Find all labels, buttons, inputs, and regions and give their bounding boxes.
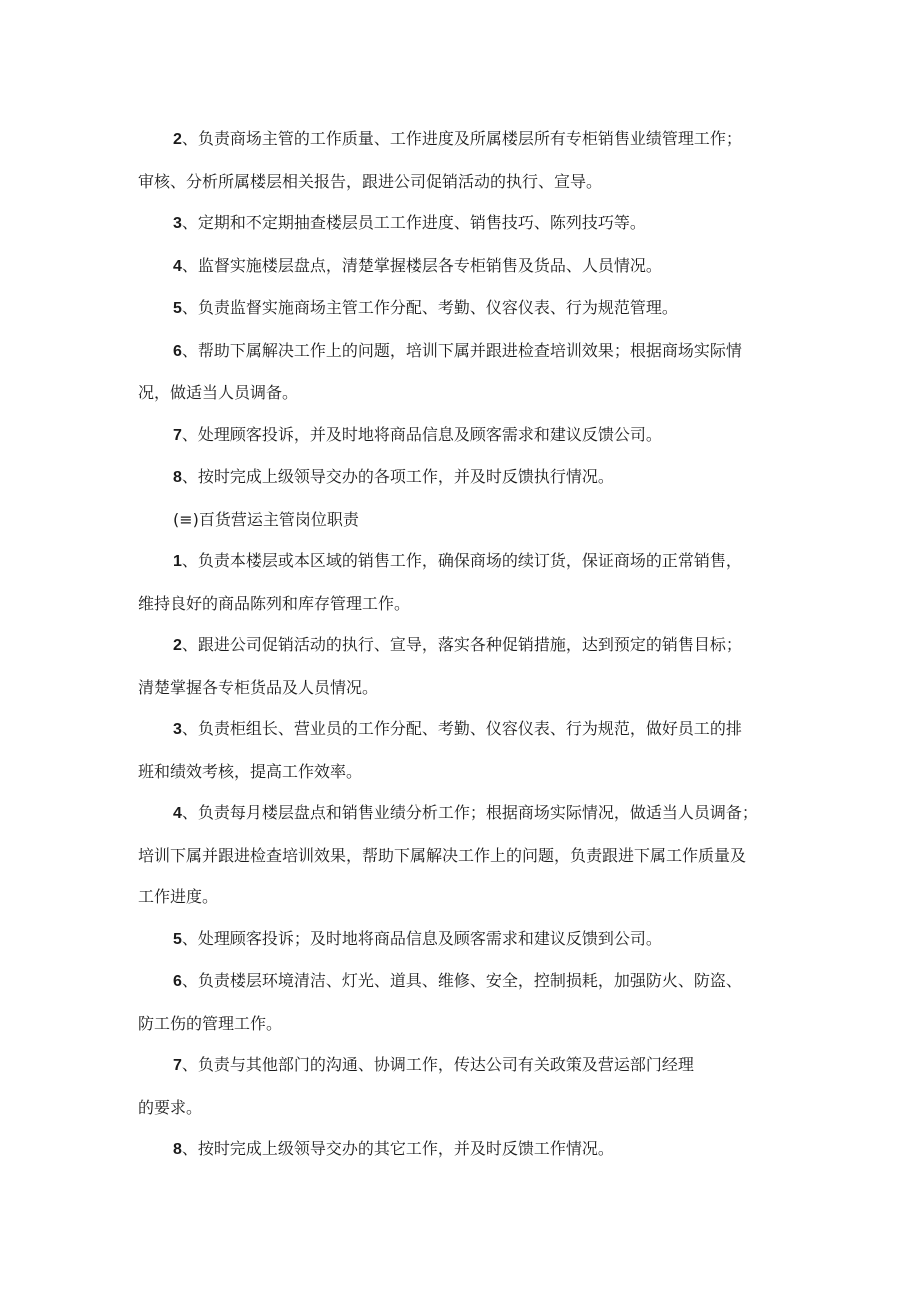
item-number: 2: [173, 131, 182, 148]
item-number: 3: [173, 215, 182, 232]
duty-paragraph-3: [138, 202, 798, 245]
supervisor-duty-1: [138, 540, 798, 624]
duty-paragraph-7: [138, 414, 798, 457]
supervisor-duty-6: [138, 960, 798, 1044]
document-body: [138, 118, 798, 1171]
item-number: 7: [173, 426, 182, 444]
item-number: 7: [173, 1057, 182, 1074]
paragraph-text: 、按时完成上级领导交办的各项工作，并及时反馈执行情况。: [181, 467, 614, 486]
paragraph-text: 、负责每月楼层盘点和销售业绩分析工作；根据商场实际情况，做适当人员调备；: [181, 803, 758, 822]
paragraph-text: 、帮助下属解决工作上的问题，培训下属并跟进检查培训效果；根据商场实际情: [181, 340, 742, 360]
item-number: 2: [173, 637, 182, 654]
duty-paragraph-6: [138, 330, 798, 414]
item-number: 1: [173, 553, 182, 570]
item-number: 3: [173, 721, 182, 738]
paragraph-text-continued: 培训下属并跟进检查培训效果，帮助下属解决工作上的问题，负责跟进下属工作质量及: [138, 845, 747, 865]
paragraph-text: 、负责监督实施商场主管工作分配、考勤、仪容仪表、行为规范管理。: [181, 298, 678, 317]
supervisor-duty-2: [138, 624, 798, 708]
item-number: 4: [173, 257, 182, 275]
paragraph-text-continued: 维持良好的商品陈列和库存管理工作。: [138, 593, 411, 613]
paragraph-text: 、监督实施楼层盘点，清楚掌握楼层各专柜销售及货品、人员情况。: [181, 255, 662, 275]
supervisor-duty-5: [138, 918, 798, 961]
paragraph-text-continued: 工作进度。: [138, 887, 219, 906]
paragraph-text-continued: 况，做适当人员调备。: [138, 383, 299, 402]
supervisor-duty-4: [138, 792, 798, 918]
supervisor-duty-8: [138, 1128, 798, 1171]
paragraph-text-continued: 清楚掌握各专柜货品及人员情况。: [138, 677, 379, 697]
paragraph-text-continued: 的要求。: [138, 1097, 203, 1117]
paragraph-text: 、处理顾客投诉；及时地将商品信息及顾客需求和建议反馈到公司。: [181, 928, 662, 948]
paragraph-text: 、定期和不定期抽查楼层员工工作进度、销售技巧、陈列技巧等。: [181, 213, 646, 232]
paragraph-text: 、负责楼层环境清洁、灯光、道具、维修、安全，控制损耗，加强防火、防盗、: [181, 971, 742, 990]
paragraph-text: 、负责本楼层或本区域的销售工作，确保商场的续订货，保证商场的正常销售，: [181, 551, 742, 570]
paragraph-text: 、处理顾客投诉，并及时地将商品信息及顾客需求和建议反馈公司。: [181, 424, 662, 444]
item-number: 4: [173, 805, 182, 822]
supervisor-duty-3: [138, 708, 798, 792]
paragraph-text: 、负责柜组长、营业员的工作分配、考勤、仪容仪表、行为规范，做好员工的排: [181, 719, 742, 738]
section-heading: (≡)百货营运主管岗位职责: [173, 509, 359, 529]
paragraph-text-continued: 班和绩效考核，提高工作效率。: [138, 761, 363, 781]
duty-paragraph-2: [138, 118, 798, 202]
paragraph-text: 、负责商场主管的工作质量、工作进度及所属楼层所有专柜销售业绩管理工作；: [181, 129, 742, 148]
duty-paragraph-4: [138, 245, 798, 288]
paragraph-text-continued: 防工伤的管理工作。: [138, 1013, 283, 1033]
item-number: 5: [173, 930, 182, 948]
item-number: 5: [173, 300, 182, 317]
paragraph-text: 、按时完成上级领导交办的其它工作，并及时反馈工作情况。: [181, 1139, 614, 1158]
supervisor-duty-7: [138, 1044, 798, 1128]
item-number: 8: [173, 469, 182, 486]
paragraph-text-continued: 审核、分析所属楼层相关报告，跟进公司促销活动的执行、宣导。: [138, 171, 603, 191]
paragraph-text: 、跟进公司促销活动的执行、宣导，落实各种促销措施，达到预定的销售目标；: [181, 635, 742, 654]
item-number: 6: [173, 342, 182, 360]
item-number: 6: [173, 973, 182, 990]
duty-paragraph-5: [138, 287, 798, 330]
duty-paragraph-8: [138, 456, 798, 499]
paragraph-text: 、负责与其他部门的沟通、协调工作，传达公司有关政策及营运部门经理: [181, 1055, 694, 1074]
item-number: 8: [173, 1141, 182, 1158]
